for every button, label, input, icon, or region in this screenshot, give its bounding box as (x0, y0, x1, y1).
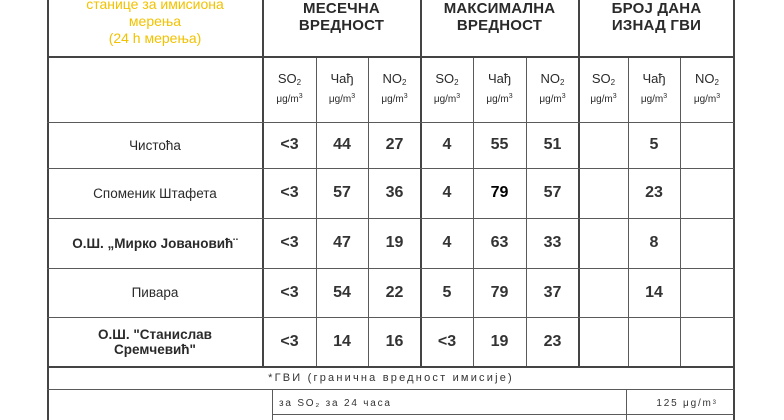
group-header-maximum-line1: МАКСИМАЛНА (443, 0, 556, 17)
subheader-pollutant (642, 71, 665, 90)
value-cell-r0-c5: 51 (543, 136, 562, 153)
grid-line (47, 268, 734, 269)
station-header-line3: (24 h мерења) (108, 29, 202, 46)
value-cell-r3-c4: 79 (490, 283, 509, 301)
value-cell-r2-c5: 33 (543, 234, 562, 251)
group-header-days-over-line2: ИЗНАД ГВИ (611, 17, 702, 34)
subheader-pollutant (592, 71, 615, 90)
value-cell-r1-c1: 57 (333, 184, 351, 201)
station-name-3 (48, 268, 262, 317)
subheader-5 (526, 57, 579, 121)
subheader-pollutant-base: SO (591, 71, 611, 86)
station-header (48, 0, 262, 56)
station-name-0 (48, 122, 262, 168)
group-header-days-over-line1: БРОЈ ДАНА (611, 0, 702, 17)
value-cell-r4-c7 (628, 317, 680, 367)
subheader-pollutant-base: SO (277, 71, 297, 86)
subheader-unit (694, 90, 720, 107)
grid-line (47, 317, 734, 318)
subheader-pollutant-index: 2 (296, 78, 302, 87)
subheader-unit-text: μg/m (590, 94, 613, 105)
subheader-pollutant-base: SO (435, 71, 455, 86)
limit-label (273, 392, 623, 414)
value-cell-r1-c0: <3 (280, 184, 299, 201)
subheader-unit-text: μg/m (640, 94, 664, 105)
grid-line (47, 0, 49, 420)
subheader-pollutant-base: Чађ (330, 71, 354, 86)
subheader-unit (590, 90, 616, 107)
subheader-pollutant (695, 71, 719, 90)
subheader-pollutant-index: 2 (560, 78, 565, 87)
subheader-unit (434, 90, 460, 107)
value-cell-r2-c8 (680, 218, 734, 268)
subheader-pollutant-base: Чађ (642, 71, 666, 86)
station-name-line1: О.Ш. "Станислав (98, 327, 212, 342)
station-name-4 (48, 317, 262, 367)
value-cell-r1-c3: 4 (442, 184, 452, 201)
value-cell-r2-c1: 47 (333, 234, 351, 251)
subheader-pollutant-index: 2 (610, 78, 616, 87)
subheader-unit (329, 90, 355, 107)
value-cell-r0-c4: 55 (490, 136, 509, 153)
value-cell-r4-c6 (579, 317, 628, 367)
subheader-2 (368, 57, 421, 121)
grid-line (733, 0, 735, 420)
value-cell-r1-c6 (579, 168, 628, 218)
subheader-unit-exp: 3 (663, 93, 668, 100)
subheader-unit (539, 90, 565, 107)
subheader-unit-exp: 3 (456, 93, 461, 100)
grid-line (272, 414, 734, 415)
grid-line (272, 390, 273, 420)
subheader-6 (579, 57, 628, 121)
limit-value (627, 392, 734, 414)
value-cell-r3-c0: <3 (280, 283, 299, 301)
grid-line (47, 218, 734, 219)
subheader-pollutant (278, 71, 301, 90)
value-cell-r1-c7: 23 (645, 184, 663, 201)
station-name-line1: О.Ш. „Мирко Јовановић¨ (72, 235, 238, 251)
group-header-monthly (263, 0, 420, 56)
value-cell-r0-c2: 27 (385, 136, 404, 153)
grid-line (47, 389, 734, 390)
subheader-unit (381, 90, 407, 107)
group-header-monthly-line1: МЕСЕЧНА (303, 0, 380, 17)
subheader-unit-text: μg/m (381, 94, 404, 105)
station-name-line1: Споменик Штафета (93, 185, 217, 201)
grid-line (316, 56, 317, 367)
subheader-unit (641, 90, 667, 107)
value-cell-r2-c7: 8 (649, 234, 659, 251)
value-cell-r0-c0: <3 (280, 136, 299, 153)
value-cell-r2-c3: 4 (442, 234, 452, 251)
subheader-8 (680, 57, 734, 121)
subheader-unit-exp: 3 (508, 93, 513, 100)
subheader-pollutant (330, 71, 353, 90)
subheader-unit-exp: 3 (561, 93, 566, 100)
subheader-pollutant-base: Чађ (487, 71, 512, 86)
subheader-unit-text: μg/m (693, 94, 717, 105)
value-cell-r1-c4: 79 (490, 184, 509, 201)
group-header-monthly-line2: ВРЕДНОСТ (298, 17, 385, 34)
subheader-pollutant (488, 71, 511, 90)
subheader-unit-exp: 3 (351, 93, 356, 100)
value-cell-r1-c8 (680, 168, 734, 218)
grid-line (47, 122, 734, 123)
subheader-4 (473, 57, 526, 121)
subheader-unit-text: μg/m (486, 94, 509, 105)
subheader-unit-text: μg/m (276, 94, 299, 105)
value-cell-r3-c5: 37 (543, 283, 562, 301)
value-cell-r1-c2: 36 (385, 184, 404, 201)
value-cell-r3-c7: 14 (645, 283, 663, 301)
station-name-1 (48, 168, 262, 218)
value-cell-r4-c1: 14 (333, 333, 351, 350)
subheader-unit-text: μg/m (328, 94, 352, 105)
subheader-unit-exp: 3 (298, 93, 303, 100)
subheader-unit-exp: 3 (403, 93, 408, 100)
footnote: *ГВИ (гранична вредност имисије) (268, 372, 514, 384)
grid-line (47, 366, 734, 368)
value-cell-r1-c5: 57 (543, 184, 562, 201)
station-name-line1: Чистоћа (129, 137, 181, 153)
subheader-pollutant-base: NO (382, 71, 403, 86)
value-cell-r4-c0: <3 (280, 333, 299, 350)
value-cell-r2-c0: <3 (280, 234, 299, 251)
value-cell-r3-c3: 5 (442, 283, 452, 301)
group-header-maximum (421, 0, 578, 56)
group-header-days-over (579, 0, 734, 56)
station-name-line1: Пивара (131, 285, 179, 300)
subheader-pollutant-index: 2 (402, 78, 407, 87)
subheader-0 (263, 57, 316, 121)
limit-label-text: за SO₂ за 24 часа (279, 397, 392, 409)
value-cell-r4-c3: <3 (437, 333, 457, 350)
value-cell-r4-c8 (680, 317, 734, 367)
grid-line (628, 56, 629, 367)
grid-line (680, 56, 681, 367)
subheader-unit-text: μg/m (539, 94, 562, 105)
grid-line (473, 56, 474, 367)
station-name-line2: Сремчевић" (114, 342, 196, 357)
subheader-1 (316, 57, 368, 121)
value-cell-r4-c2: 16 (385, 333, 404, 350)
grid-line (368, 56, 369, 367)
grid-line (626, 390, 627, 420)
subheader-pollutant-base: NO (695, 71, 715, 86)
subheader-pollutant-index: 2 (454, 78, 459, 87)
grid-line (47, 56, 734, 58)
value-cell-r0-c8 (680, 122, 734, 168)
subheader-unit-text: μg/m (433, 94, 457, 105)
subheader-unit-exp: 3 (716, 93, 721, 100)
subheader-pollutant (383, 71, 407, 90)
value-cell-r0-c1: 44 (333, 136, 351, 153)
subheader-3 (421, 57, 473, 121)
grid-line (526, 56, 527, 367)
subheader-pollutant-index: 2 (714, 78, 719, 87)
group-header-maximum-line2: ВРЕДНОСТ (456, 17, 543, 34)
grid-line (47, 168, 734, 169)
subheader-unit-exp: 3 (612, 93, 617, 100)
value-cell-r3-c2: 22 (385, 283, 404, 301)
value-cell-r3-c6 (579, 268, 628, 317)
value-cell-r2-c2: 19 (385, 234, 404, 251)
subheader-unit (276, 90, 302, 107)
subheader-unit (486, 90, 512, 107)
station-name-2 (48, 218, 262, 268)
value-cell-r2-c6 (579, 218, 628, 268)
subheader-pollutant (435, 71, 458, 90)
limit-value-text: 125 μg/m (656, 397, 713, 409)
value-cell-r4-c5: 23 (543, 333, 562, 350)
subheader-pollutant-base: NO (540, 71, 561, 86)
value-cell-r0-c6 (579, 122, 628, 168)
value-cell-r3-c8 (680, 268, 734, 317)
station-header-line1: станице за имисиона (86, 0, 224, 12)
subheader-pollutant (541, 71, 565, 90)
station-header-line2: мерења (128, 12, 182, 29)
subheader-7 (628, 57, 680, 121)
value-cell-r2-c4: 63 (490, 234, 509, 251)
value-cell-r0-c3: 4 (442, 136, 452, 153)
value-cell-r0-c7: 5 (649, 136, 659, 153)
value-cell-r3-c1: 54 (333, 283, 351, 301)
limit-value-exp: 3 (712, 400, 716, 406)
value-cell-r4-c4: 19 (490, 333, 509, 350)
